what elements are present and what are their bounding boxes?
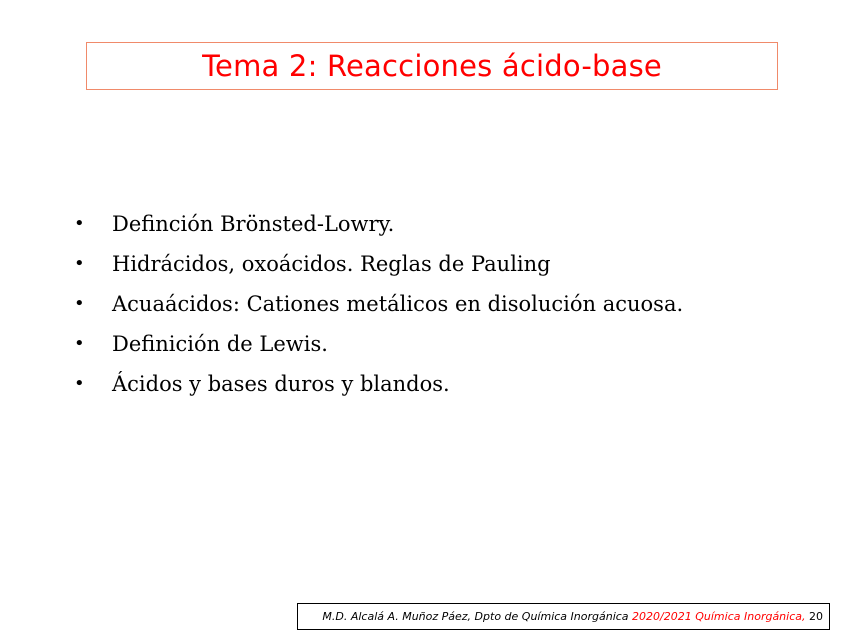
footer [297, 603, 830, 630]
footer-author: M.D. Alcalá A. Muñoz Páez, Dpto de Química Inorgánica [322, 610, 629, 623]
bullet-icon: • [74, 293, 85, 314]
list-item [72, 364, 683, 404]
bullet-icon: • [74, 373, 85, 394]
footer-course: Química Inorgánica, [695, 610, 806, 623]
bullet-icon: • [74, 333, 85, 354]
list-item [72, 324, 683, 364]
title-box [86, 42, 778, 90]
bullet-text: Hidrácidos, oxoácidos. Reglas de Pauling [112, 251, 551, 276]
bullet-icon: • [74, 213, 85, 234]
bullet-icon: • [74, 253, 85, 274]
slide-title: Tema 2: Reacciones ácido-base [202, 48, 662, 83]
bullet-text: Definición de Lewis. [112, 331, 328, 356]
list-item [72, 204, 683, 244]
footer-year: 2020/2021 [632, 610, 692, 623]
list-item [72, 284, 683, 324]
bullet-text: Acuaácidos: Cationes metálicos en disolución acuosa. [112, 291, 684, 316]
list-item [72, 244, 683, 284]
bullet-text: Ácidos y bases duros y blandos. [112, 371, 450, 396]
bullet-list [72, 204, 683, 404]
page-number: 20 [809, 610, 823, 623]
bullet-text: Definción Brönsted-Lowry. [112, 211, 395, 236]
